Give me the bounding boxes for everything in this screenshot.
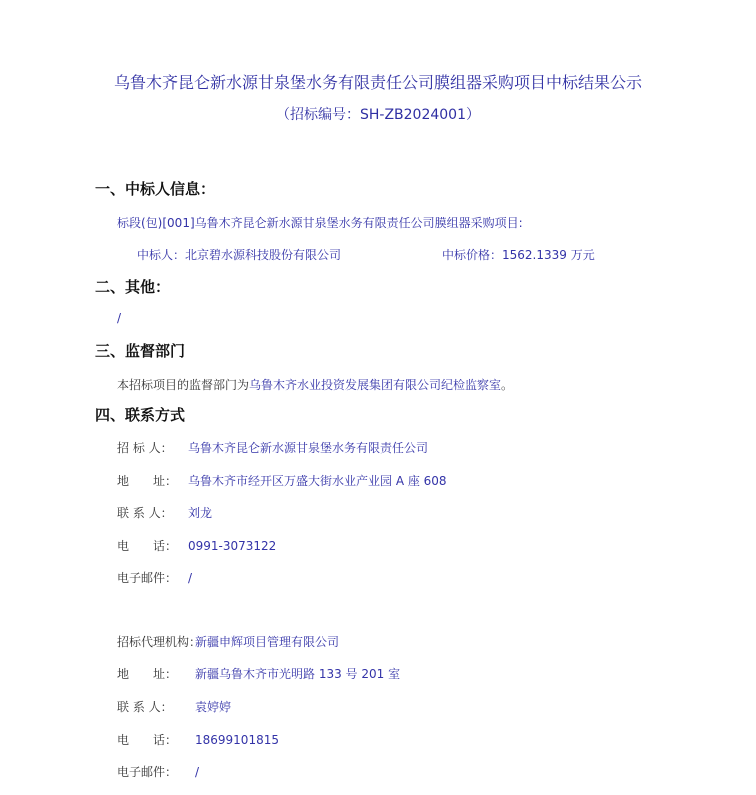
tenderer-phone-row xyxy=(117,537,276,554)
supervision-department: 乌鲁木齐水业投资发展集团有限公司纪检监察室 xyxy=(249,378,502,392)
agency-phone: 18699101815 xyxy=(195,733,279,747)
agency-phone-label: 电 话： xyxy=(117,733,178,747)
agency-contact: 袁婷婷 xyxy=(195,700,232,714)
tenderer-email-row xyxy=(117,569,192,586)
tenderer-address-row xyxy=(117,472,447,489)
tenderer-email-label: 电子邮件： xyxy=(117,571,178,585)
tenderer-name-label: 招 标 人： xyxy=(117,441,173,455)
tender-number: （招标编号：SH-ZB2024001） xyxy=(275,107,480,123)
tenderer-email: / xyxy=(188,571,193,585)
lot-description: 标段(包)[001]乌鲁木齐昆仑新水源甘泉堡水务有限责任公司膜组器采购项目: xyxy=(117,216,523,230)
price-value: 1562.1339 万元 xyxy=(502,248,595,262)
bidder-label: 中标人： xyxy=(137,248,186,262)
tenderer-name-row xyxy=(117,439,428,456)
section-contact-heading: 四、联系方式 xyxy=(95,406,186,424)
agency-contact-row xyxy=(117,698,231,715)
tenderer-name: 乌鲁木齐昆仑新水源甘泉堡水务有限责任公司 xyxy=(188,441,429,455)
other-content: / xyxy=(117,311,122,325)
bidder-name: 北京碧水源科技股份有限公司 xyxy=(185,248,342,262)
tenderer-contact-row xyxy=(117,504,212,521)
price-label: 中标价格： xyxy=(442,248,503,262)
page-title: 乌鲁木齐昆仑新水源甘泉堡水务有限责任公司膜组器采购项目中标结果公示 xyxy=(113,73,642,92)
winning-bidder-row xyxy=(137,246,341,263)
agency-email: / xyxy=(195,765,200,779)
winning-price-row xyxy=(442,246,595,263)
section-supervision-heading: 三、监督部门 xyxy=(95,342,186,360)
supervision-text xyxy=(117,376,513,393)
agency-address-row xyxy=(117,665,400,682)
agency-name-label: 招标代理机构： xyxy=(117,635,202,649)
agency-name: 新疆申辉项目管理有限公司 xyxy=(195,635,340,649)
agency-address-label: 地 址： xyxy=(117,667,178,681)
tenderer-contact-label: 联 系 人： xyxy=(117,506,173,520)
tenderer-phone-label: 电 话： xyxy=(117,539,178,553)
agency-email-label: 电子邮件： xyxy=(117,765,178,779)
tenderer-address-label: 地 址： xyxy=(117,474,178,488)
supervision-prefix: 本招标项目的监督部门为 xyxy=(117,378,250,392)
agency-name-row xyxy=(117,633,339,650)
agency-contact-label: 联 系 人： xyxy=(117,700,173,714)
agency-phone-row xyxy=(117,731,279,748)
tenderer-contact: 刘龙 xyxy=(188,506,213,520)
section-winner-heading: 一、中标人信息： xyxy=(95,180,216,198)
agency-address: 新疆乌鲁木齐市光明路 133 号 201 室 xyxy=(195,667,401,681)
agency-email-row xyxy=(117,763,199,780)
tenderer-phone: 0991-3073122 xyxy=(188,539,277,553)
section-other-heading: 二、其他： xyxy=(95,278,171,296)
tenderer-address: 乌鲁木齐市经开区万盛大街水业产业园 A 座 608 xyxy=(188,474,447,488)
supervision-suffix: 。 xyxy=(501,378,514,392)
